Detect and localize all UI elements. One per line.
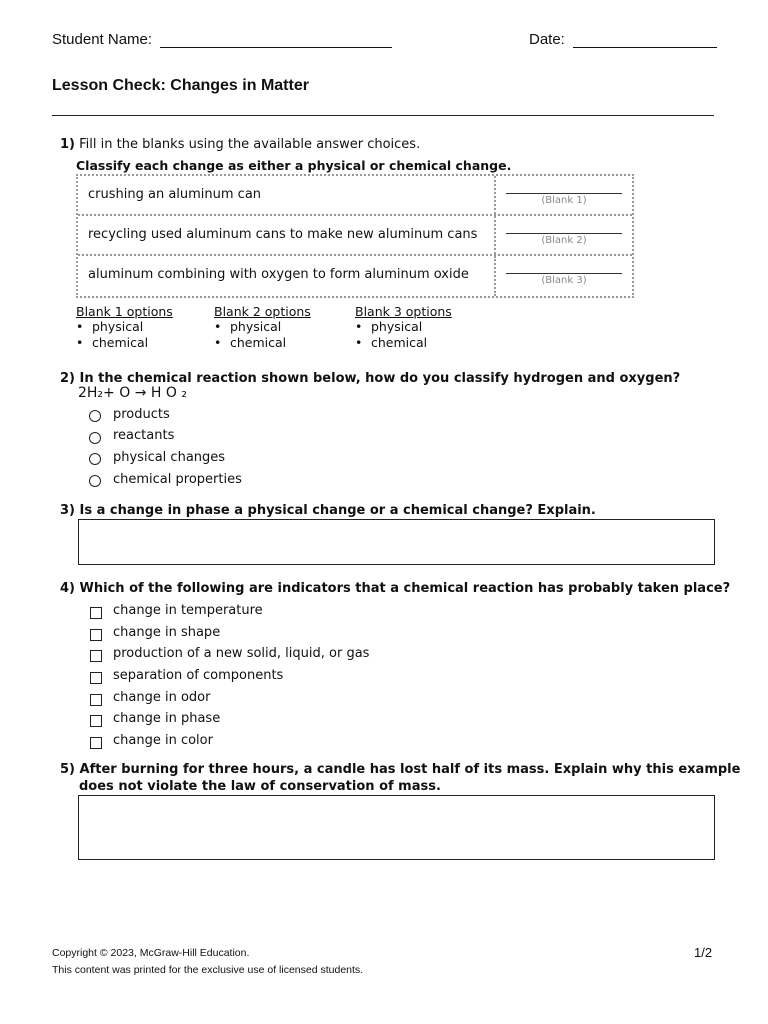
options-heading: Blank 1 options bbox=[76, 304, 173, 319]
row-text: crushing an aluminum can bbox=[88, 187, 262, 202]
q4-choice-label: change in temperature bbox=[113, 603, 263, 618]
checkbox[interactable] bbox=[90, 650, 102, 662]
blank-3-label: (Blank 3) bbox=[541, 275, 587, 286]
q2-prompt bbox=[60, 371, 680, 386]
option-item: • physical bbox=[355, 319, 452, 335]
page-number: 1/2 bbox=[694, 945, 713, 960]
table-row bbox=[78, 216, 632, 256]
option-item: • chemical bbox=[355, 335, 452, 351]
student-name-label: Student Name: bbox=[52, 31, 153, 48]
checkbox[interactable] bbox=[90, 694, 102, 706]
q1-table bbox=[76, 174, 634, 298]
q4-choice-label: change in phase bbox=[113, 711, 221, 726]
page-title: Lesson Check: Changes in Matter bbox=[52, 77, 309, 94]
checkbox[interactable] bbox=[90, 629, 102, 641]
blank-2-label: (Blank 2) bbox=[541, 235, 587, 246]
blank-3-input[interactable] bbox=[506, 273, 622, 274]
checkbox[interactable] bbox=[90, 607, 102, 619]
table-row bbox=[78, 256, 632, 296]
q4-choice-label: change in odor bbox=[113, 690, 211, 705]
blank-2-options bbox=[214, 304, 311, 351]
cell-separator bbox=[494, 176, 496, 214]
q4-text: Which of the following are indicators that a chemical reaction has probably taken place? bbox=[79, 581, 731, 596]
checkbox[interactable] bbox=[90, 737, 102, 749]
table-row bbox=[78, 176, 632, 216]
q5-number: 5) bbox=[60, 762, 75, 777]
options-heading: Blank 3 options bbox=[355, 304, 452, 319]
student-name-line[interactable] bbox=[160, 33, 392, 48]
checkbox[interactable] bbox=[90, 672, 102, 684]
q4-choice-label: change in shape bbox=[113, 625, 221, 640]
license-notice: This content was printed for the exclusive use of licensed students. bbox=[52, 964, 364, 976]
q1-instruction: Classify each change as either a physical or chemical change. bbox=[76, 158, 512, 173]
q2-equation: 2H₂+ O → H O ₂ bbox=[78, 385, 187, 401]
cell-separator bbox=[494, 256, 496, 296]
q4-number: 4) bbox=[60, 581, 75, 596]
q3-number: 3) bbox=[60, 503, 75, 518]
q5-prompt bbox=[60, 762, 740, 777]
q1-prompt bbox=[60, 137, 420, 152]
radio-button[interactable] bbox=[89, 475, 101, 487]
q5-text-line1: After burning for three hours, a candle has lost half of its mass. Explain why this example bbox=[79, 762, 741, 777]
q1-text: Fill in the blanks using the available answer choices. bbox=[79, 137, 421, 152]
q4-choice-label: separation of components bbox=[113, 668, 284, 683]
cell-separator bbox=[494, 216, 496, 254]
checkbox[interactable] bbox=[90, 715, 102, 727]
q3-prompt bbox=[60, 503, 596, 518]
date-line[interactable] bbox=[573, 33, 717, 48]
blank-3-options bbox=[355, 304, 452, 351]
blank-1-input[interactable] bbox=[506, 193, 622, 194]
q2-text: In the chemical reaction shown below, how do you classify hydrogen and oxygen? bbox=[79, 371, 681, 386]
q3-answer-box[interactable] bbox=[78, 519, 715, 565]
q3-text: Is a change in phase a physical change or a chemical change? Explain. bbox=[79, 503, 596, 518]
q4-choice-label: production of a new solid, liquid, or gas bbox=[113, 646, 370, 661]
radio-button[interactable] bbox=[89, 453, 101, 465]
row-text: recycling used aluminum cans to make new aluminum cans bbox=[88, 227, 478, 242]
copyright-text: Copyright © 2023, McGraw-Hill Education. bbox=[52, 947, 250, 959]
q5-text-line2: does not violate the law of conservation of mass. bbox=[79, 779, 441, 794]
option-item: • chemical bbox=[76, 335, 173, 351]
q1-number: 1) bbox=[60, 137, 75, 152]
q4-choice-label: change in color bbox=[113, 733, 213, 748]
q2-choice-label: physical changes bbox=[113, 450, 226, 465]
options-heading: Blank 2 options bbox=[214, 304, 311, 319]
row-text: aluminum combining with oxygen to form aluminum oxide bbox=[88, 267, 469, 282]
q5-answer-box[interactable] bbox=[78, 795, 715, 860]
title-divider bbox=[52, 115, 714, 116]
radio-button[interactable] bbox=[89, 432, 101, 444]
blank-1-label: (Blank 1) bbox=[541, 195, 587, 206]
blank-1-options bbox=[76, 304, 173, 351]
date-label: Date: bbox=[529, 31, 565, 48]
option-item: • physical bbox=[76, 319, 173, 335]
blank-2-input[interactable] bbox=[506, 233, 622, 234]
option-item: • chemical bbox=[214, 335, 311, 351]
q4-prompt bbox=[60, 581, 730, 596]
date-field bbox=[529, 31, 717, 48]
option-item: • physical bbox=[214, 319, 311, 335]
q2-choice-label: products bbox=[113, 407, 170, 422]
q2-number: 2) bbox=[60, 371, 75, 386]
q2-choice-label: reactants bbox=[113, 428, 175, 443]
q2-choice-label: chemical properties bbox=[113, 472, 242, 487]
student-name-field bbox=[52, 31, 392, 48]
radio-button[interactable] bbox=[89, 410, 101, 422]
